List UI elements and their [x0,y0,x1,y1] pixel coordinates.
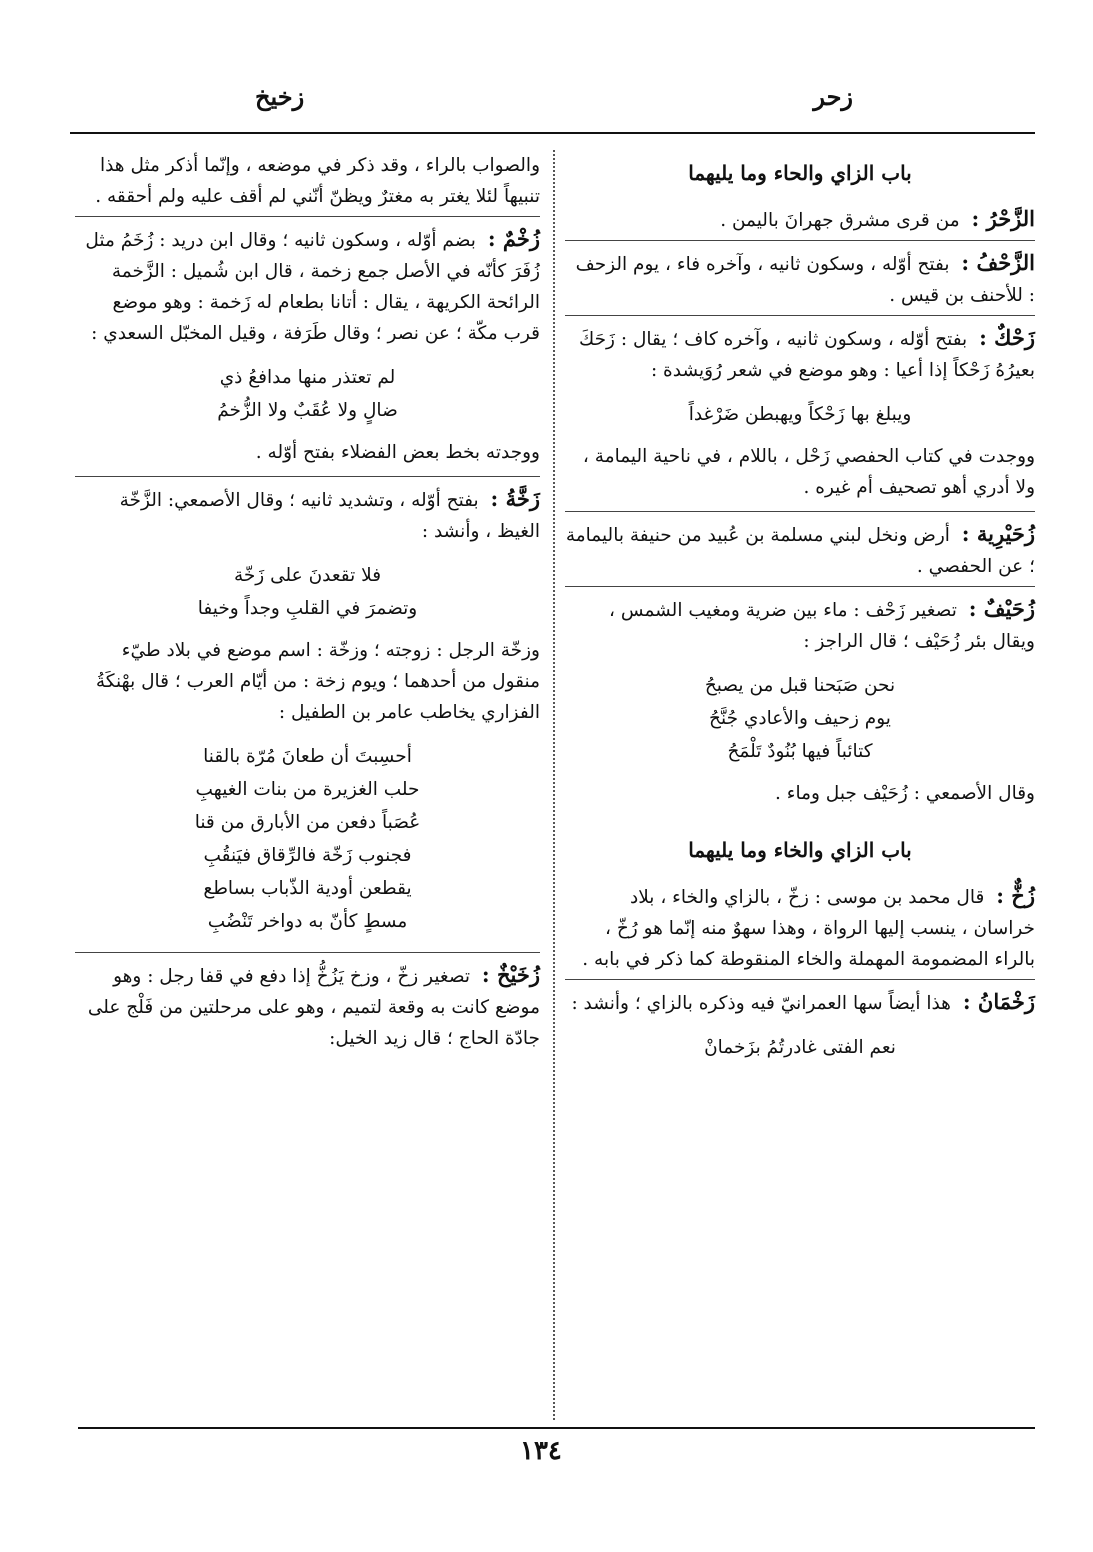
entry-text: ووجدت في كتاب الحفصي زَحْل ، باللام ، في ناحية اليمامة ، ولا أدري أهو تصحيف أم غيره . [582,446,1035,498]
entry-zukh [565,880,1035,980]
entry-text: بفتح أوّله ، وتشديد ثانيه ؛ وقال الأصمعي: الزَّخّة الغيظ ، وأنشد : [119,490,540,542]
verse-line: نحن صَبَحنا قبل من يصبحُ [704,675,896,696]
entry-text: بفتح أوّله ، وسكون ثانيه ، وآخره فاء ، يوم الزحف : للأحنف بن قيس . [575,254,1035,306]
entry-text: هذا أيضاً سها العمرانيّ فيه وذكره بالزاي ؛ وأنشد : [571,993,951,1014]
section-heading: باب الزاي والحاء وما يليهما [688,161,912,185]
verse-line: نعم الفتى غادرتُمُ بزَخمانْ [704,1037,896,1058]
column-divider [553,150,555,1420]
verse [565,1023,1035,1074]
headword: زُخٌّ : [996,883,1035,908]
verse [75,551,540,635]
entry-text: ووجدته بخط بعض الفضلاء بفتح أوّله . [255,442,540,463]
verse-line: كتائباً فيها بُنُودٌ تَلْمَحُ [727,741,873,762]
headword: زُخْمٌ : [487,226,540,251]
entry-text: وزخّة الرجل : زوجته ؛ وزخّة : اسم موضع في بلاد طيّء منقول من أحدهما ؛ ويوم زخة : من أيّام العرب ؛ قال بهْنكَةُ الفزاري يخاطب عامر بن الطفيل : [95,640,540,723]
entry-text: بضم أوّله ، وسكون ثانيه ؛ وقال ابن دريد : زُخَمُ مثل زُفَرَ كأنّه في الأصل جمع زخمة ، قال ابن شُميل : الزَّخمة الرائحة الكريهة ، يقال : أتانا بطعام له زَخمة : وهو موضع قرب مكّة ؛ عن نصر ؛ وقال طَرَفة ، وقيل المخبّل السعدي : [85,230,540,344]
entry-zakhkha [75,483,540,953]
verse-line: ويبلغ بها زَحْكاً ويهبطن ضَرْغداً [688,404,912,425]
entry-text: أرض ونخل لبني مسلمة بن عُبيد من حنيفة باليمامة ؛ عن الحفصي . [565,525,1035,577]
verse [565,661,1035,778]
entry-zukhaykh [75,959,540,1054]
headword: زَخَّةُ : [490,486,540,511]
verse [75,732,540,948]
left-column [75,150,540,1058]
headword: زُخَيْخٌ : [481,962,540,987]
entry-continuation: والصواب بالراء ، وقد ذكر في موضعه ، وإنّما أذكر مثل هذا تنبيهاً لئلا يغتر به مغترٌ ويظنّ أنّني لم أقف عليه ولم أحققه . [75,150,540,217]
verse-line: فلا تقعدنَ على زَخّة [233,565,382,586]
verse-line: يقطعن أودية الذّباب بساطع [203,878,412,899]
entry-text: تصغير زَحْف : ماء بين ضرية ومغيب الشمس ، ويقال بئر زُحَيْف ؛ قال الراجز : [609,600,1035,652]
verse-line: أحسِبتَ أن طعانَ مُرّة بالقنا [203,746,412,767]
verse-line: مسطٍ كأنّ به دواخر تَنْضُبِ [207,911,408,932]
verse-line: وتضمرَ في القلبِ وجداً وخيفا [197,598,418,619]
entry-text: قال محمد بن موسى : زخّ ، بالزاي والخاء ، بلاد خراسان ، ينسب إليها الرواة ، وهذا سهوٌ منه إنّما هو رُخّ ، بالراء المضمومة المهملة والخاء المنقوطة كما ذكر في بابه . [582,887,1035,970]
entry-zukhm [75,223,540,477]
page-number: ١٣٤ [520,1436,562,1466]
running-header-left: زخيخ [255,82,305,111]
verse-line: يوم زحيف والأعادي جُنَّحُ [709,708,891,729]
entry-zahk [565,322,1035,512]
headword: زَحْكٌ : [979,325,1035,350]
verse [565,390,1035,441]
right-column [565,150,1035,1074]
running-header-right: زحر [813,82,853,111]
verse-line: ضالٍ ولا عُقَبٌ ولا الزُّخمُ [217,400,398,421]
headword: الزَّحْفُ : [961,250,1035,275]
entry-zahr [565,203,1035,241]
entry-text: بفتح أوّله ، وسكون ثانيه ، وآخره كاف ؛ يقال : زَحَكَ بعيرُهُ زَحْكاً إذا أعيا : وهو موضع في شعر رُوَيشدة : [579,329,1035,381]
section-heading: باب الزاي والخاء وما يليهما [688,838,912,862]
entry-zuhayriya [565,518,1035,587]
headword: زَخْمَانُ : [962,989,1035,1014]
headword: زُحَيْرِية : [961,521,1035,546]
footer-rule [78,1427,1035,1429]
verse-line: حلب الغزيرة من بنات الغيهبِ [195,779,420,800]
header-rule [70,132,1035,134]
entry-zakhman [565,986,1035,1074]
entry-text: تصغير زخّ ، وزخ يَزُخُّ إذا دفع في قفا رجل : وهو موضع كانت به وقعة لتميم ، وهو على مرحلتين من فَلْج على جادّة الحاج ؛ قال زيد الخيل: [87,966,540,1049]
verse [75,353,540,437]
verse-line: عُصَباً دفعن من الأبارق من قنا [194,812,421,833]
headword: زُحَيْفٌ : [968,596,1035,621]
entry-text: وقال الأصمعي : زُحَيْف جبل وماء . [774,783,1035,804]
verse-line: لم تعتذر منها مدافعُ ذي [219,367,396,388]
entry-zuhayf [565,593,1035,809]
entry-text: من قرى مشرق جهرانَ باليمن . [720,210,960,231]
verse-line: فجنوب زَخّة فالرِّقاق فيَنقُبِ [203,845,412,866]
entry-zahf [565,247,1035,316]
headword: الزَّحْرُ : [971,206,1035,231]
